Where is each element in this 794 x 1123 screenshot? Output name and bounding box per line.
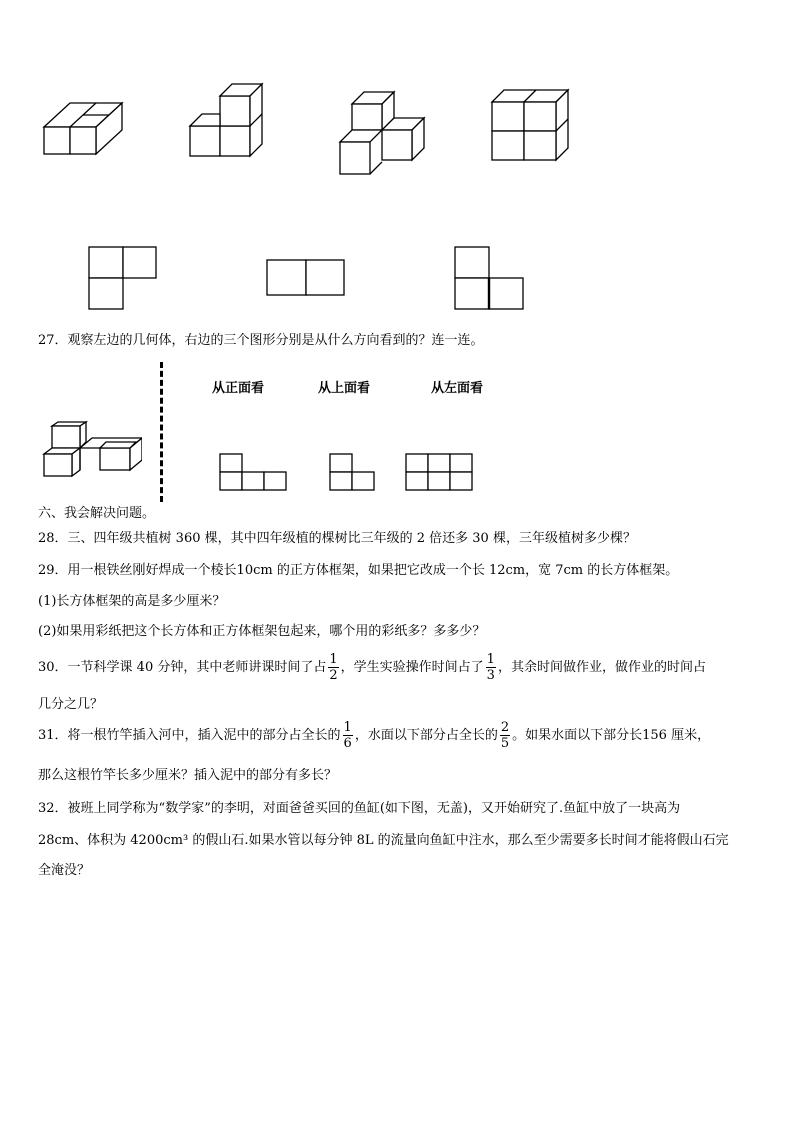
question-31-part-1: 31．将一根竹竿插入河中，插入泥中的部分占全长的 xyxy=(38,728,341,743)
fraction-one-half: $\frac{1}{2}$ xyxy=(329,652,338,683)
fraction-one-third: $\frac{1}{3}$ xyxy=(486,652,495,683)
question-30-part-2: ，学生实验操作时间占了 xyxy=(340,660,484,675)
solid-figure-q27 xyxy=(42,420,142,478)
divider-dashed-line xyxy=(160,362,163,502)
view-shape-3 xyxy=(453,245,527,313)
question-30-line-1 xyxy=(38,652,706,684)
view-shape-1 xyxy=(87,245,159,313)
question-29-sub-2: (2)如果用彩纸把这个长方体和正方体框架包起来，哪个用的彩纸多？多多少？ xyxy=(38,624,486,639)
question-29: 29．用一根铁丝刚好焊成一个棱长10cm 的正方体框架，如果把它改成一个长 12cm，宽 7cm 的长方体框架。 xyxy=(38,563,679,578)
question-31-line-2: 那么这根竹竿长多少厘米？插入泥中的部分有多长？ xyxy=(38,768,338,783)
view-label-top: 从上面看 xyxy=(318,381,371,396)
question-31-part-3: 。如果水面以下部分长156 厘米， xyxy=(512,728,711,743)
fraction-two-fifths: $\frac{2}{5}$ xyxy=(500,720,510,751)
question-32-line-1: 32．被班上同学称为“数学家”的李明，对面爸爸买回的鱼缸(如下图，无盖)，又开始研究了.鱼缸中放了一块高为 xyxy=(38,801,681,816)
solid-figure-2 xyxy=(188,82,264,158)
solid-figure-1 xyxy=(40,100,124,158)
fraction-one-sixth: $\frac{1}{6}$ xyxy=(343,720,352,751)
question-29-sub-1: (1)长方体框架的高是多少厘米？ xyxy=(38,594,226,609)
view-option-2 xyxy=(328,452,378,494)
question-30-part-3: ，其余时间做作业，做作业的时间占 xyxy=(497,660,706,675)
section-6-heading: 六、我会解决问题。 xyxy=(38,506,156,521)
question-30-part-1: 30．一节科学课 40 分钟，其中老师讲课时间了占 xyxy=(38,660,327,675)
question-32-line-2: 28cm、体积为 4200cm³ 的假山石.如果水管以每分钟 8L 的流量向鱼缸中注水，那么至少需要多长时间才能将假山石完 xyxy=(38,833,729,848)
view-label-front: 从正面看 xyxy=(212,381,265,396)
view-option-3 xyxy=(404,452,476,494)
question-31-line-1 xyxy=(38,720,710,752)
question-28: 28．三、四年级共植树 360 棵，其中四年级植的棵树比三年级的 2 倍还多 30 棵，三年级植树多少棵？ xyxy=(38,531,636,546)
solid-figure-3 xyxy=(338,90,430,178)
question-30-line-2: 几分之几？ xyxy=(38,697,104,712)
view-shape-2 xyxy=(265,258,347,298)
question-32-line-3: 全淹没？ xyxy=(38,863,91,878)
solid-figure-4 xyxy=(490,88,570,162)
question-27-prompt: 27．观察左边的几何体，右边的三个图形分别是从什么方向看到的？连一连。 xyxy=(38,333,484,348)
question-31-part-2: ，水面以下部分占全长的 xyxy=(354,728,498,743)
view-option-1 xyxy=(218,452,290,494)
view-label-left: 从左面看 xyxy=(431,381,484,396)
